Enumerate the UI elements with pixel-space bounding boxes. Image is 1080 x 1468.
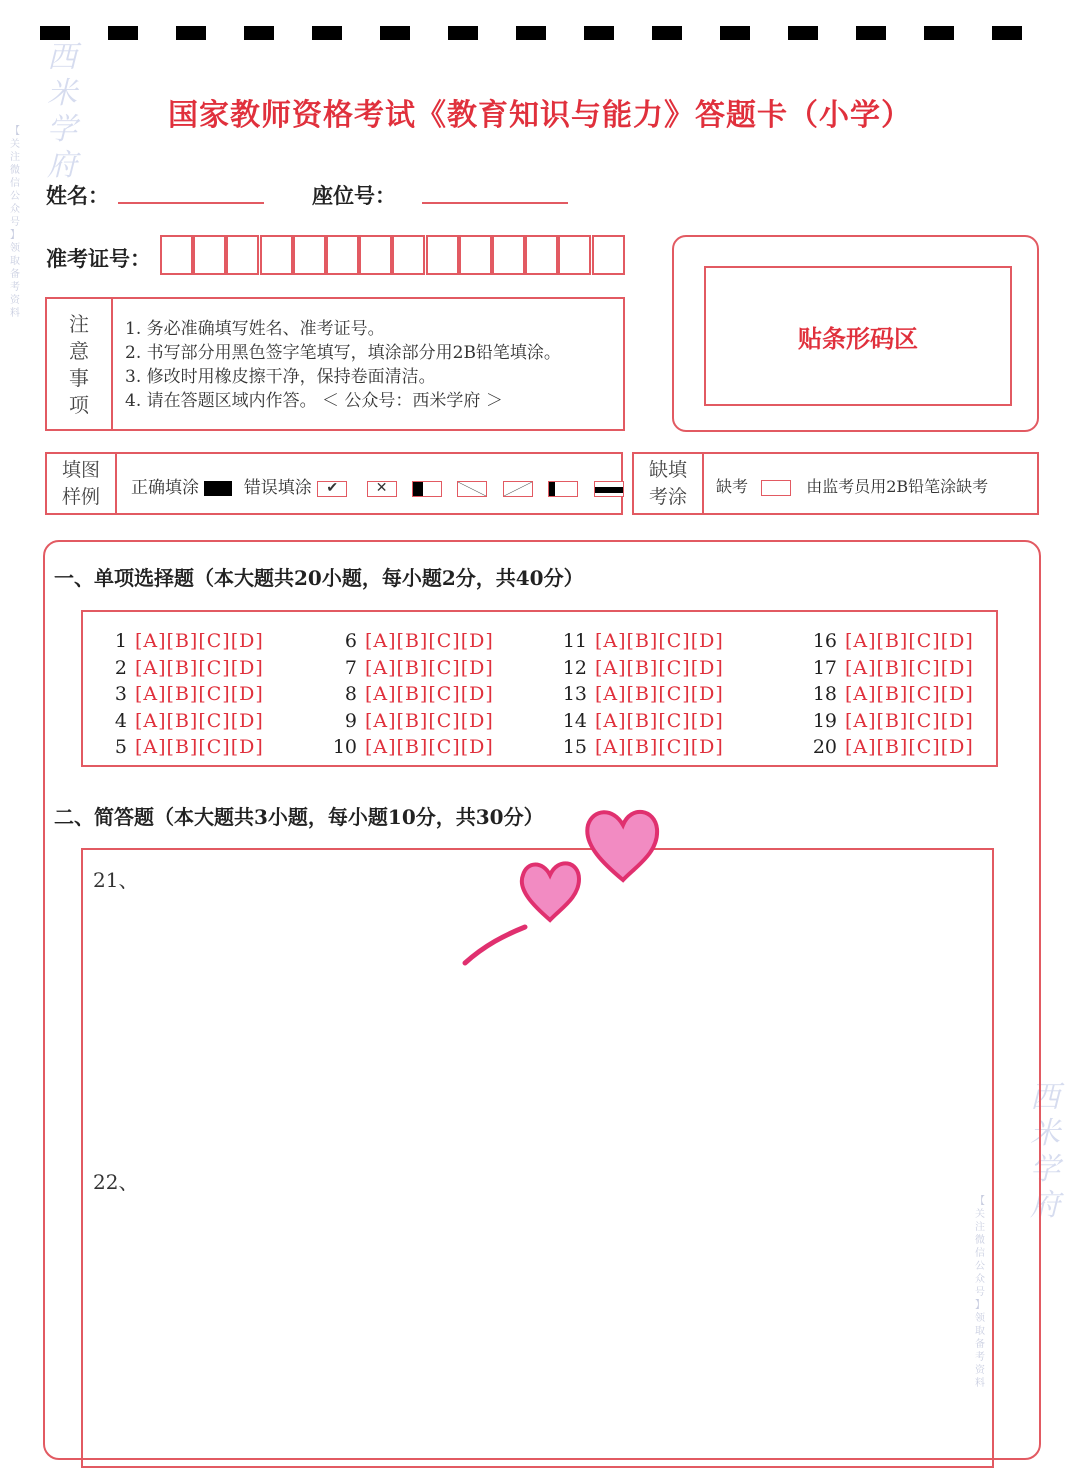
question-row[interactable] — [807, 655, 974, 682]
section1-heading: 一、单项选择题（本大题共20小题，每小题2分，共40分） — [54, 566, 584, 590]
timing-mark — [40, 26, 70, 40]
answer-options[interactable]: [A][B][C][D] — [595, 709, 724, 732]
left-bar-icon — [548, 481, 578, 497]
ticket-digit-box[interactable] — [492, 235, 525, 275]
question-column — [327, 628, 494, 761]
absent-text: 缺考 — [716, 477, 749, 496]
question-row[interactable] — [97, 628, 264, 655]
seat-label: 座位号： — [312, 183, 396, 208]
question-number: 7 — [344, 656, 357, 679]
question-number: 6 — [344, 630, 357, 652]
question-number: 1 — [114, 630, 127, 652]
correct-fill-icon — [204, 481, 232, 496]
ticket-digit-box[interactable] — [459, 235, 492, 275]
timing-mark — [244, 26, 274, 40]
heart-sticker — [455, 795, 670, 975]
notes-box — [45, 297, 625, 431]
question-number: 12 — [562, 656, 587, 679]
ticket-digit-box[interactable] — [193, 235, 226, 275]
question-number: 2 — [114, 656, 127, 679]
question-row[interactable] — [807, 628, 974, 655]
side-watermark: 【 关 注 微 信 公 众 号 】 领 取 备 考 资 料 — [975, 1196, 985, 1389]
question-row[interactable] — [327, 734, 494, 761]
question-row[interactable] — [557, 628, 724, 655]
timing-mark — [584, 26, 614, 40]
answer-options[interactable]: [A][B][C][D] — [845, 656, 974, 679]
seat-field[interactable] — [422, 202, 568, 204]
answer-options[interactable]: [A][B][C][D] — [595, 630, 724, 652]
ticket-label: 准考证号： — [46, 246, 151, 271]
absent-label: 缺填 考涂 — [648, 459, 687, 508]
notes-label: 注 意 事 项 — [69, 312, 89, 417]
answer-options[interactable]: [A][B][C][D] — [135, 736, 264, 758]
timing-mark — [516, 26, 546, 40]
absent-note: 由监考员用2B铅笔涂缺考 — [806, 477, 989, 496]
question-number: 13 — [562, 683, 587, 705]
page-title: 国家教师资格考试《教育知识与能力》答题卡（小学） — [168, 98, 912, 133]
bottom-bar-icon — [594, 481, 624, 497]
question-row[interactable] — [97, 734, 264, 761]
name-field[interactable] — [118, 202, 264, 204]
ticket-digit-box[interactable] — [226, 235, 259, 275]
question-row[interactable] — [557, 708, 724, 735]
question-number: 11 — [562, 630, 587, 652]
question-number: 10 — [332, 736, 357, 758]
sample-label: 填图 样例 — [61, 459, 100, 508]
timing-mark — [652, 26, 682, 40]
question-column — [557, 628, 724, 761]
half-fill-icon — [412, 481, 442, 497]
answer-options[interactable]: [A][B][C][D] — [365, 709, 494, 732]
answer-options[interactable]: [A][B][C][D] — [135, 709, 264, 732]
ticket-digit-box[interactable] — [326, 235, 359, 275]
question-number: 18 — [812, 683, 837, 705]
ticket-digit-box[interactable] — [160, 235, 193, 275]
answer-options[interactable]: [A][B][C][D] — [365, 683, 494, 705]
question-number: 14 — [562, 709, 587, 732]
timing-mark — [856, 26, 886, 40]
ticket-digit-box[interactable] — [426, 235, 459, 275]
question-number: 8 — [344, 683, 357, 705]
question-row[interactable] — [327, 708, 494, 735]
absent-checkbox[interactable] — [761, 480, 791, 496]
ticket-digit-box[interactable] — [525, 235, 558, 275]
answer-options[interactable]: [A][B][C][D] — [365, 736, 494, 758]
choice-grid — [81, 610, 998, 767]
timing-mark — [448, 26, 478, 40]
q21-label: 21、 — [93, 868, 139, 892]
backslash-icon — [457, 481, 487, 497]
ticket-digit-box[interactable] — [359, 235, 392, 275]
barcode-label: 贴条形码区 — [798, 323, 918, 353]
name-label: 姓名： — [46, 183, 109, 208]
question-row[interactable] — [97, 655, 264, 682]
timing-mark — [176, 26, 206, 40]
answer-options[interactable]: [A][B][C][D] — [595, 736, 724, 758]
question-row[interactable] — [327, 628, 494, 655]
ticket-digit-box[interactable] — [558, 235, 591, 275]
answer-options[interactable]: [A][B][C][D] — [845, 630, 974, 652]
timing-mark — [312, 26, 342, 40]
answer-options[interactable]: [A][B][C][D] — [365, 656, 494, 679]
question-row[interactable] — [807, 734, 974, 761]
question-number: 5 — [114, 736, 127, 758]
answer-options[interactable]: [A][B][C][D] — [595, 683, 724, 705]
timing-mark — [992, 26, 1022, 40]
question-number: 4 — [114, 709, 127, 732]
question-number: 3 — [114, 683, 127, 705]
question-number: 17 — [812, 656, 837, 679]
timing-mark — [380, 26, 410, 40]
question-row[interactable] — [97, 708, 264, 735]
timing-mark — [108, 26, 138, 40]
q22-label: 22、 — [93, 1170, 139, 1194]
question-row[interactable] — [557, 734, 724, 761]
question-row[interactable] — [557, 681, 724, 708]
ticket-digit-box[interactable] — [293, 235, 326, 275]
ticket-digit-box[interactable] — [592, 235, 625, 275]
question-row[interactable] — [327, 655, 494, 682]
heart-icon — [587, 812, 657, 880]
question-number: 20 — [812, 736, 837, 758]
question-column — [807, 628, 974, 761]
correct-fill-label: 正确填涂 — [131, 478, 199, 498]
question-row[interactable] — [807, 708, 974, 735]
question-row[interactable] — [327, 681, 494, 708]
timing-mark — [720, 26, 750, 40]
wrong-fill-label: 错误填涂 — [243, 478, 312, 498]
question-number: 16 — [812, 630, 837, 652]
answer-options[interactable]: [A][B][C][D] — [135, 630, 264, 652]
heart-icon — [522, 863, 579, 920]
question-number: 19 — [812, 709, 837, 732]
answer-options[interactable]: [A][B][C][D] — [365, 630, 494, 652]
question-column — [97, 628, 264, 761]
cross-mark-icon: ✕ — [367, 481, 397, 497]
answer-options[interactable]: [A][B][C][D] — [135, 656, 264, 679]
check-mark-icon: ✔ — [317, 481, 347, 497]
watermark-left: 西 米 学 府 — [47, 40, 77, 183]
ticket-digit-box[interactable] — [260, 235, 293, 275]
side-watermark: 【 关 注 微 信 公 众 号 】 领 取 备 考 资 料 — [10, 126, 20, 319]
barcode-area — [672, 235, 1039, 432]
answer-options[interactable]: [A][B][C][D] — [845, 709, 974, 732]
notes-list: 1. 务必准确填写姓名、准考证号。 2. 书写部分用黑色签字笔填写，填涂部分用2B铅笔填涂。 3. 修改时用橡皮擦干净，保持卷面清洁。 4. 请在答题区域内作答。 ＜ 公众号：西米学府 ＞ — [125, 319, 561, 411]
slash-icon — [503, 481, 533, 497]
fill-sample-box — [45, 452, 623, 515]
timing-mark — [788, 26, 818, 40]
answer-options[interactable]: [A][B][C][D] — [845, 736, 974, 758]
question-row[interactable] — [807, 681, 974, 708]
question-number: 15 — [562, 736, 587, 758]
absent-box — [632, 452, 1039, 515]
ticket-digit-box[interactable] — [392, 235, 425, 275]
watermark-right: 西 米 学 府 — [1030, 1080, 1060, 1223]
answer-options[interactable]: [A][B][C][D] — [135, 683, 264, 705]
question-row[interactable] — [557, 655, 724, 682]
question-row[interactable] — [97, 681, 264, 708]
answer-options[interactable]: [A][B][C][D] — [595, 656, 724, 679]
question-number: 9 — [344, 709, 357, 732]
answer-options[interactable]: [A][B][C][D] — [845, 683, 974, 705]
section2-heading: 二、简答题（本大题共3小题，每小题10分，共30分） — [54, 805, 544, 829]
timing-mark — [924, 26, 954, 40]
